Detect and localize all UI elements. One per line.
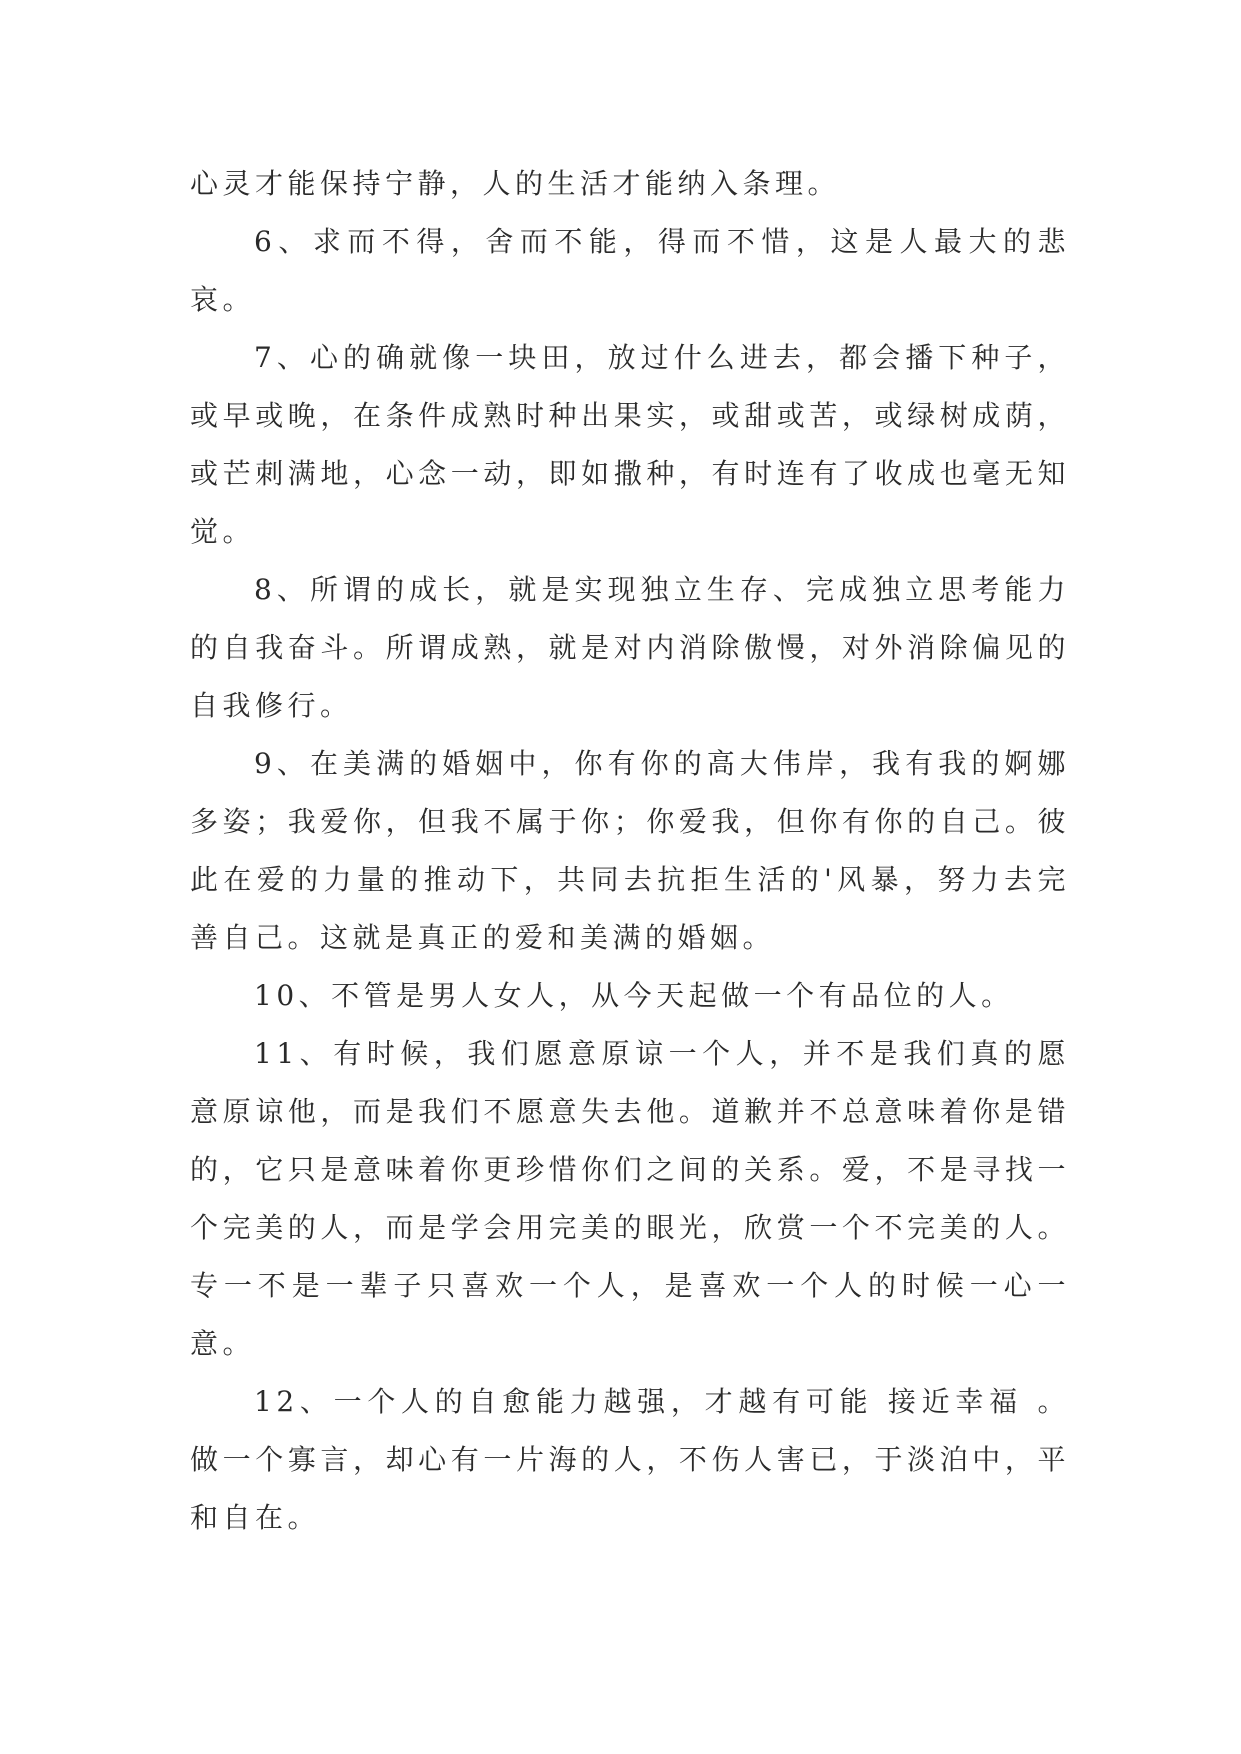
paragraph-10: 10、不管是男人女人，从今天起做一个有品位的人。 <box>254 979 1014 1012</box>
paragraph-7: 7、心的确就像一块田，放过什么进去，都会播下种子，或早或晚，在条件成熟时种出果实，或甜或苦，或绿树成荫，或芒刺满地，心念一动，即如撒种，有时连有了收成也毫无知觉。 <box>190 341 1070 548</box>
paragraph-12: 12、一个人的自愈能力越强，才越有可能 接近幸福 。做一个寡言，却心有一片海的人，不伤人害已，于淡泊中，平和自在。 <box>190 1385 1070 1534</box>
paragraph-6: 6、求而不得，舍而不能，得而不惜，这是人最大的悲哀。 <box>190 225 1070 316</box>
document-body <box>190 155 1070 1547</box>
paragraph-9: 9、在美满的婚姻中，你有你的高大伟岸，我有我的婀娜多姿；我爱你，但我不属于你；你爱我，但你有你的自己。彼此在爱的力量的推动下，共同去抗拒生活的'风暴，努力去完善自己。这就是真正的爱和美满的婚姻。 <box>190 747 1070 954</box>
paragraph-continuation: 心灵才能保持宁静，人的生活才能纳入条理。 <box>190 167 841 200</box>
paragraph-8: 8、所谓的成长，就是实现独立生存、完成独立思考能力的自我奋斗。所谓成熟，就是对内消除傲慢，对外消除偏见的自我修行。 <box>190 573 1070 722</box>
paragraph-11: 11、有时候，我们愿意原谅一个人，并不是我们真的愿意原谅他，而是我们不愿意失去他。道歉并不总意味着你是错的，它只是意味着你更珍惜你们之间的关系。爱，不是寻找一个完美的人，而是学会用完美的眼光，欣赏一个不完美的人。专一不是一辈子只喜欢一个人，是喜欢一个人的时候一心一意。 <box>190 1037 1070 1360</box>
